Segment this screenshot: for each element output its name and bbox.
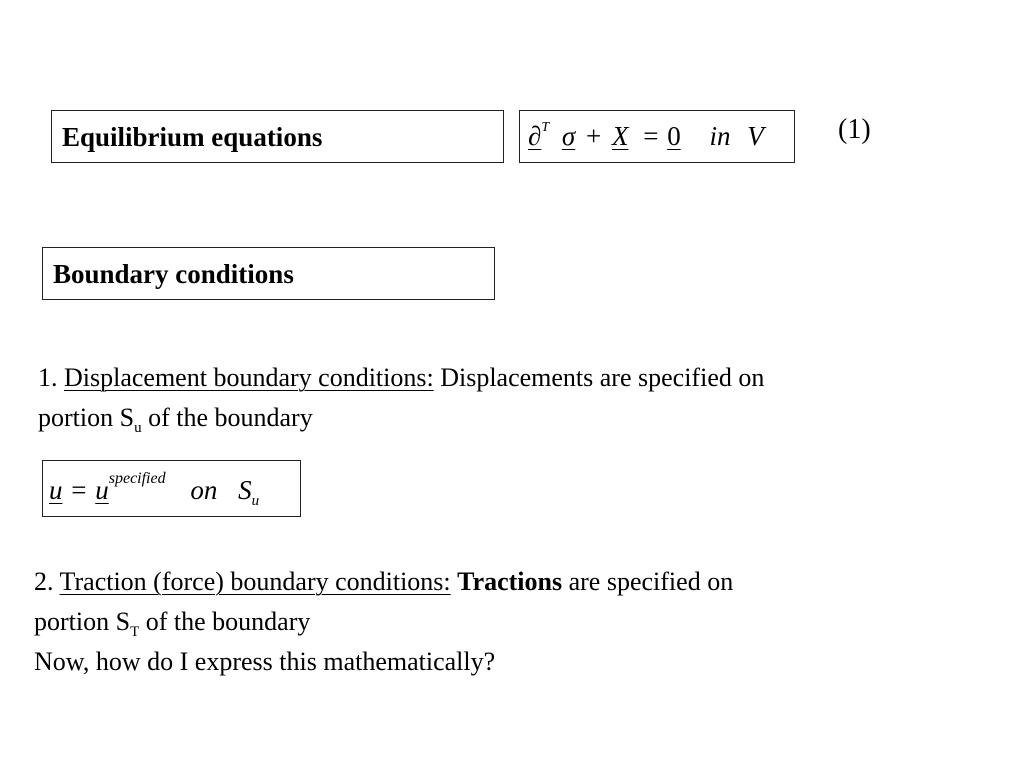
displacement-equation-box xyxy=(42,460,301,517)
item-number: 1. xyxy=(38,363,58,392)
item-number: 2. xyxy=(34,567,54,596)
portion-prefix: portion S xyxy=(34,607,131,636)
portion-subscript: T xyxy=(130,624,140,640)
zero-vector: 0 xyxy=(667,121,681,151)
equilibrium-heading: Equilibrium equations xyxy=(62,122,323,152)
portion-prefix: portion S xyxy=(38,403,135,432)
displacement-bc-paragraph xyxy=(38,358,764,438)
transpose-superscript: T xyxy=(541,120,550,135)
on-word: on xyxy=(190,475,218,505)
specified-displacement-vector: u xyxy=(95,475,109,505)
body-force-vector: X xyxy=(611,121,629,151)
surface-symbol: S xyxy=(238,475,252,505)
in-word: in xyxy=(709,121,731,151)
boundary-heading: Boundary conditions xyxy=(53,259,294,289)
plus-sign: + xyxy=(585,121,602,151)
displacement-bc-title: Displacement boundary conditions: xyxy=(64,363,434,392)
portion-subscript: u xyxy=(134,420,142,436)
traction-bc-title: Traction (force) boundary conditions: xyxy=(59,567,451,596)
displacement-bc-line-1 xyxy=(38,358,764,398)
displacement-vector: u xyxy=(49,475,63,505)
equilibrium-equation xyxy=(528,121,764,152)
portion-suffix: of the boundary xyxy=(141,403,313,432)
traction-bc-line-1 xyxy=(34,562,733,602)
tractions-word: Tractions xyxy=(457,567,563,596)
displacement-bc-line-2 xyxy=(38,398,764,438)
equals-sign: = xyxy=(643,121,659,151)
traction-bc-paragraph xyxy=(34,562,733,682)
volume-symbol: V xyxy=(747,121,764,151)
equals-sign: = xyxy=(71,475,87,505)
partial-operator: ∂ xyxy=(528,121,542,151)
displacement-bc-text: Displacements are specified on xyxy=(440,363,765,392)
portion-suffix: of the boundary xyxy=(139,607,311,636)
boundary-heading-box xyxy=(42,247,495,300)
equation-number: (1) xyxy=(838,114,871,145)
equilibrium-heading-box xyxy=(51,110,504,163)
question-line: Now, how do I express this mathematically? xyxy=(34,647,496,676)
surface-subscript: u xyxy=(251,493,260,509)
traction-bc-line-2 xyxy=(34,602,733,642)
traction-bc-text: are specified on xyxy=(568,567,734,596)
equilibrium-equation-box xyxy=(519,110,795,163)
stress-vector: σ xyxy=(561,121,576,151)
specified-superscript: specified xyxy=(108,470,166,487)
displacement-equation xyxy=(49,470,260,509)
